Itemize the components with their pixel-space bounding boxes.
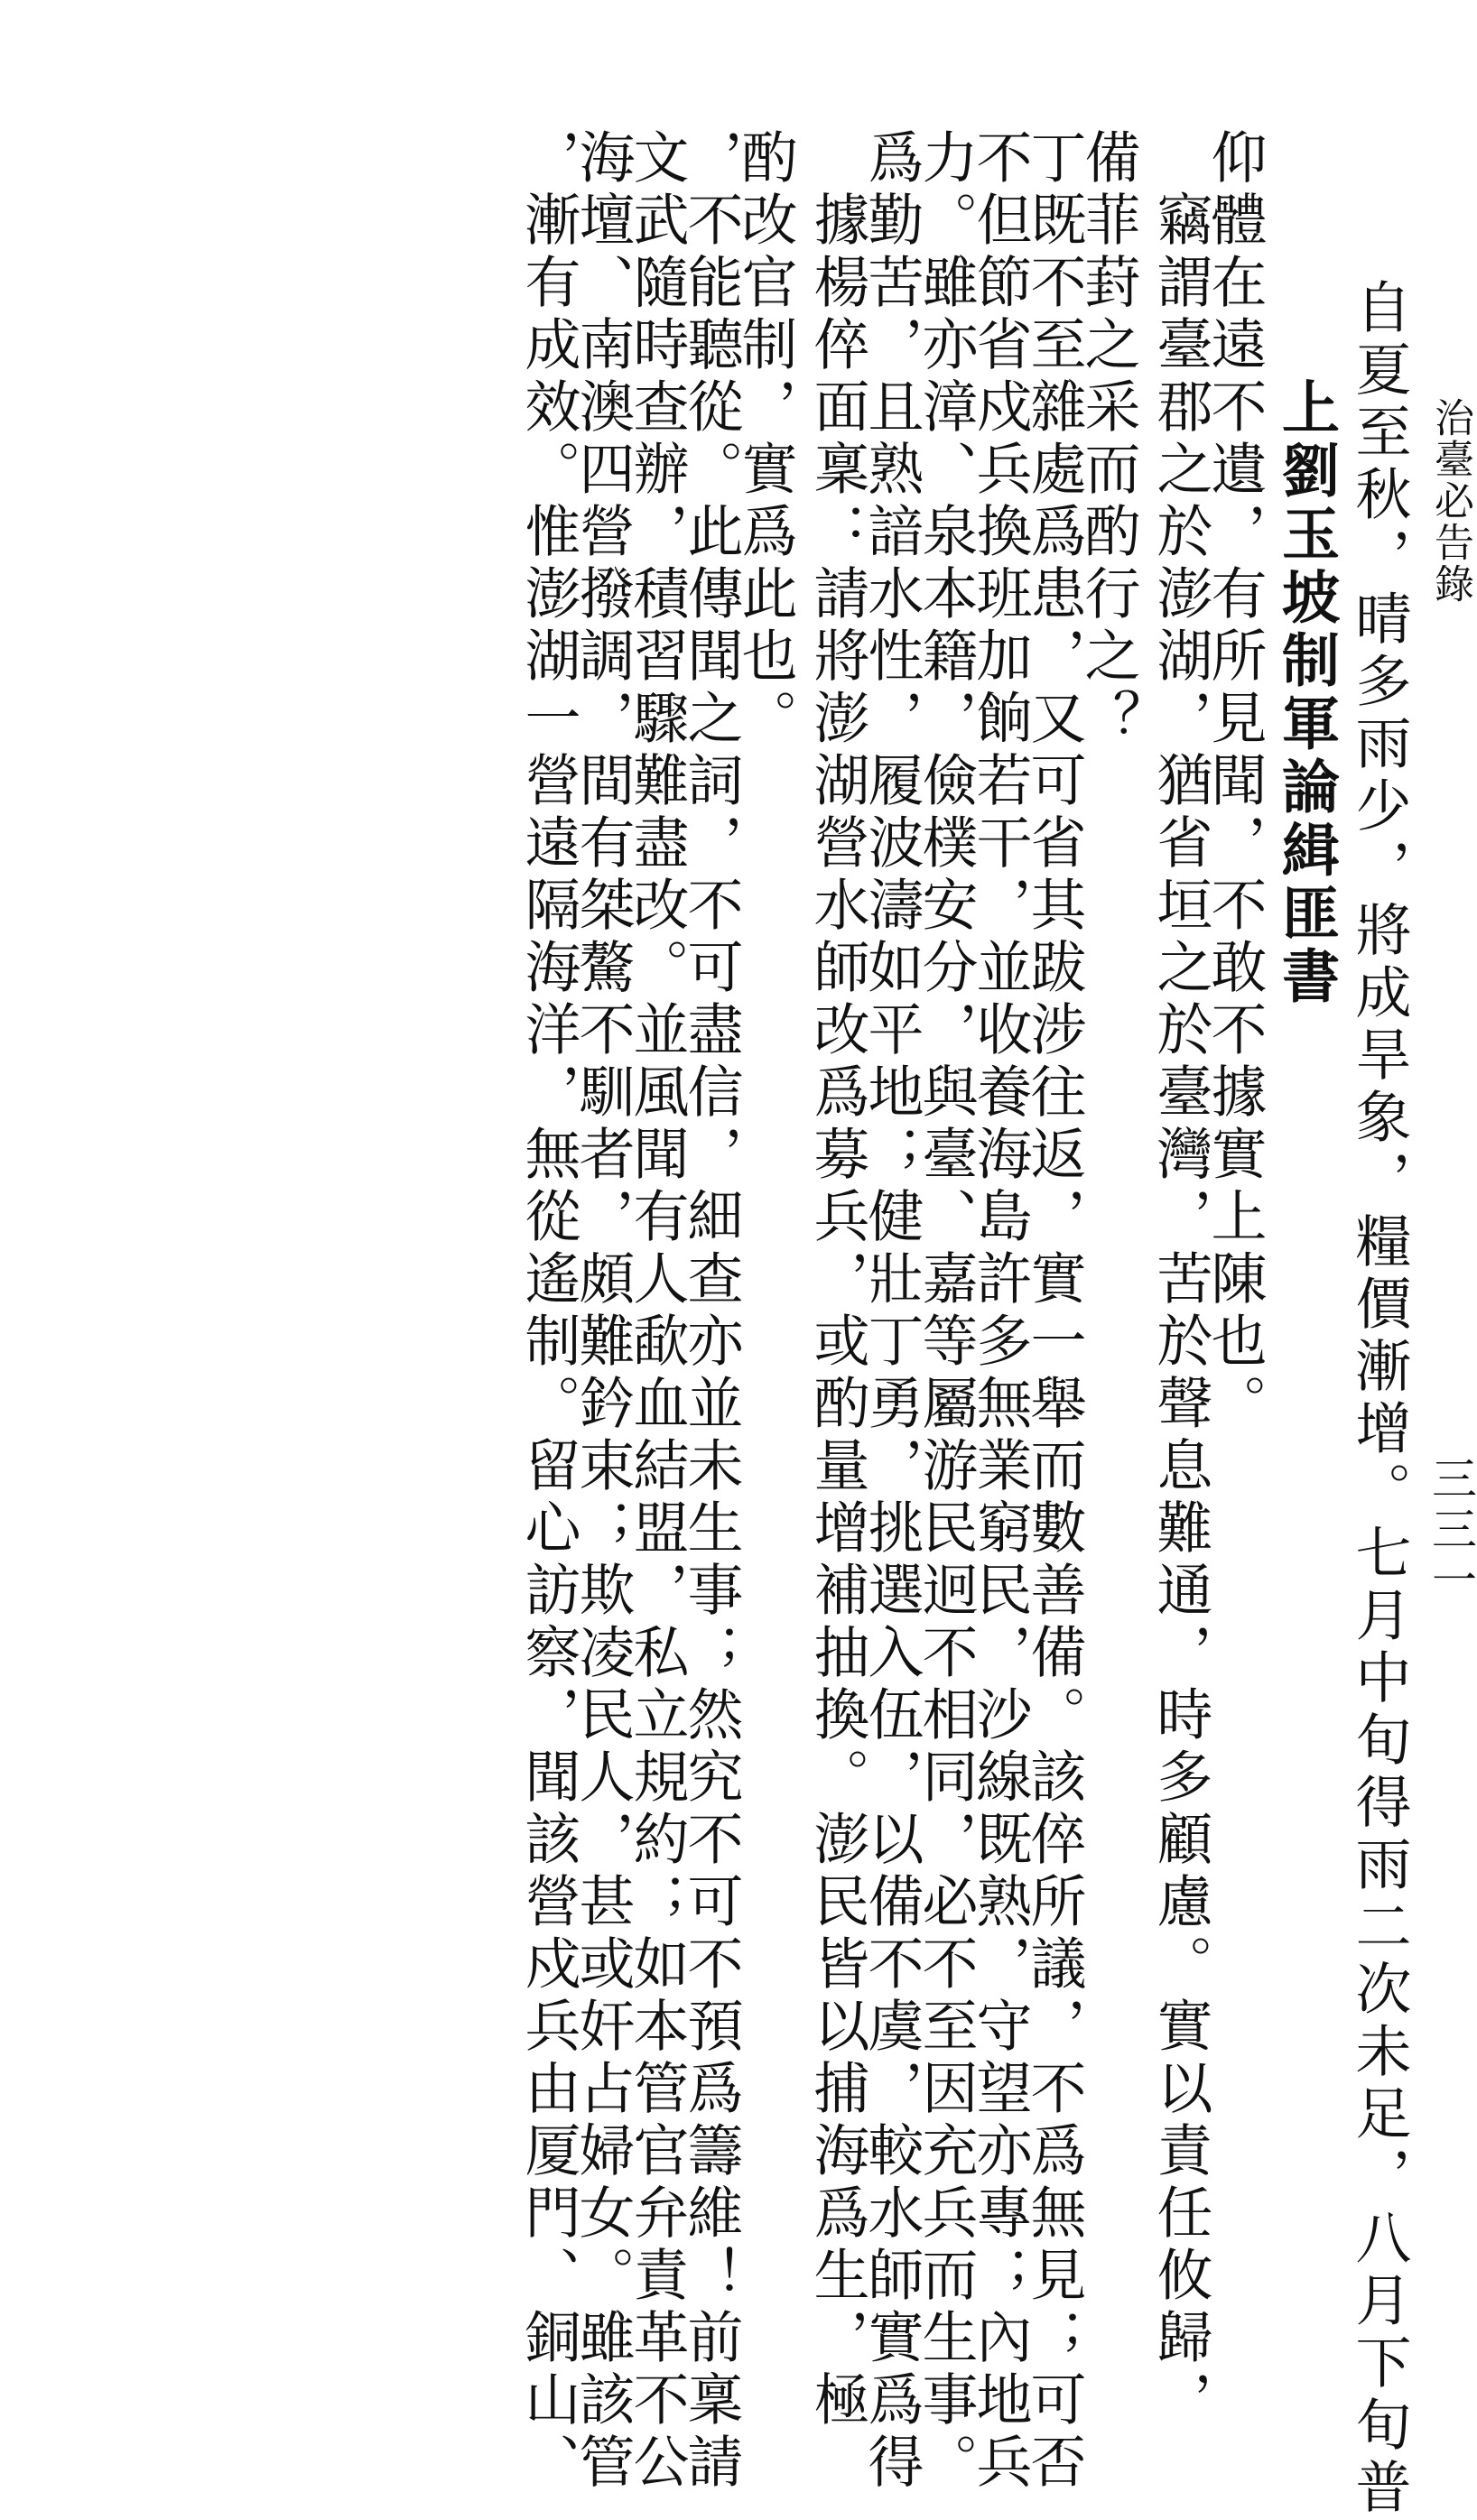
text-column-11: 備菲葑之采而酌行之？: [1075, 128, 1141, 751]
text-column-6: 據楊倅面稟：請將澎湖營水師改爲募兵，或酌量增補抽換。澎民皆以捕海爲生，極: [804, 128, 870, 2432]
text-column-9: 不但節省戍兵換班加餉若干，並收養海島許多無業窮民，沙線既熟，守望亦專；內地兵: [967, 128, 1033, 2495]
text-column-4: ，不能聽從。此傳聞之詞，不可盡信，細查亦並未生事；然究不可不預爲籌維！前稟請: [678, 128, 744, 2495]
text-column-10: 丁既不至雜處爲患，又可省其跋涉往返，實一舉而數善備。該倅所議，不爲無見；可否: [1021, 128, 1087, 2495]
text-column-8: 力。雖亦漳、泉本籍，儉樸安分，與臺、嘉等屬游民迥不相同，必不至因充兵而生事。: [913, 128, 979, 2495]
text-column-12: 竊謂臺郡之於澎湖，猶省垣之於臺灣，苦於聲息難通，時多顧慮。實以責任攸歸，: [1147, 128, 1213, 2432]
section-title: 上劉玉坡制軍論緝匪書: [1272, 377, 1339, 1009]
text-column-1: ，漸有成效。惟澎湖一營遠隔海洋，無從遙制。留心訪察，聞該營戍兵由厦門、銅山、: [516, 128, 581, 2495]
page-number: 三三一: [1425, 1455, 1477, 1607]
text-column-13: 仰體在遠不遺，有所見聞，不敢不據實上陳也。: [1202, 128, 1268, 1436]
text-column-2: 海壇、南澳四營撥調，間有桀驁不馴者，頗難鈐束；欺凌民人，甚或奸占婦女。雖該管: [570, 128, 636, 2495]
text-column-15: 自夏至秋，晴多雨少，將成旱象，糧價漸增。七月中旬得雨二次未足，八月下旬普: [1346, 278, 1412, 2520]
text-column-5: 酌改官制，實爲此也。: [732, 128, 798, 751]
book-title: 治臺必告錄: [1427, 397, 1473, 605]
text-column-7: 爲勤苦，且熟諳水性，履波濤如平地；健壯丁勇，挑選入伍，以備不虞，較水師實爲得: [859, 128, 924, 2495]
text-column-3: 文武隨時查辦，積習驟難盡改。並風聞有人歃血結盟，私立規約；如本管官弁責革不公: [624, 128, 690, 2495]
